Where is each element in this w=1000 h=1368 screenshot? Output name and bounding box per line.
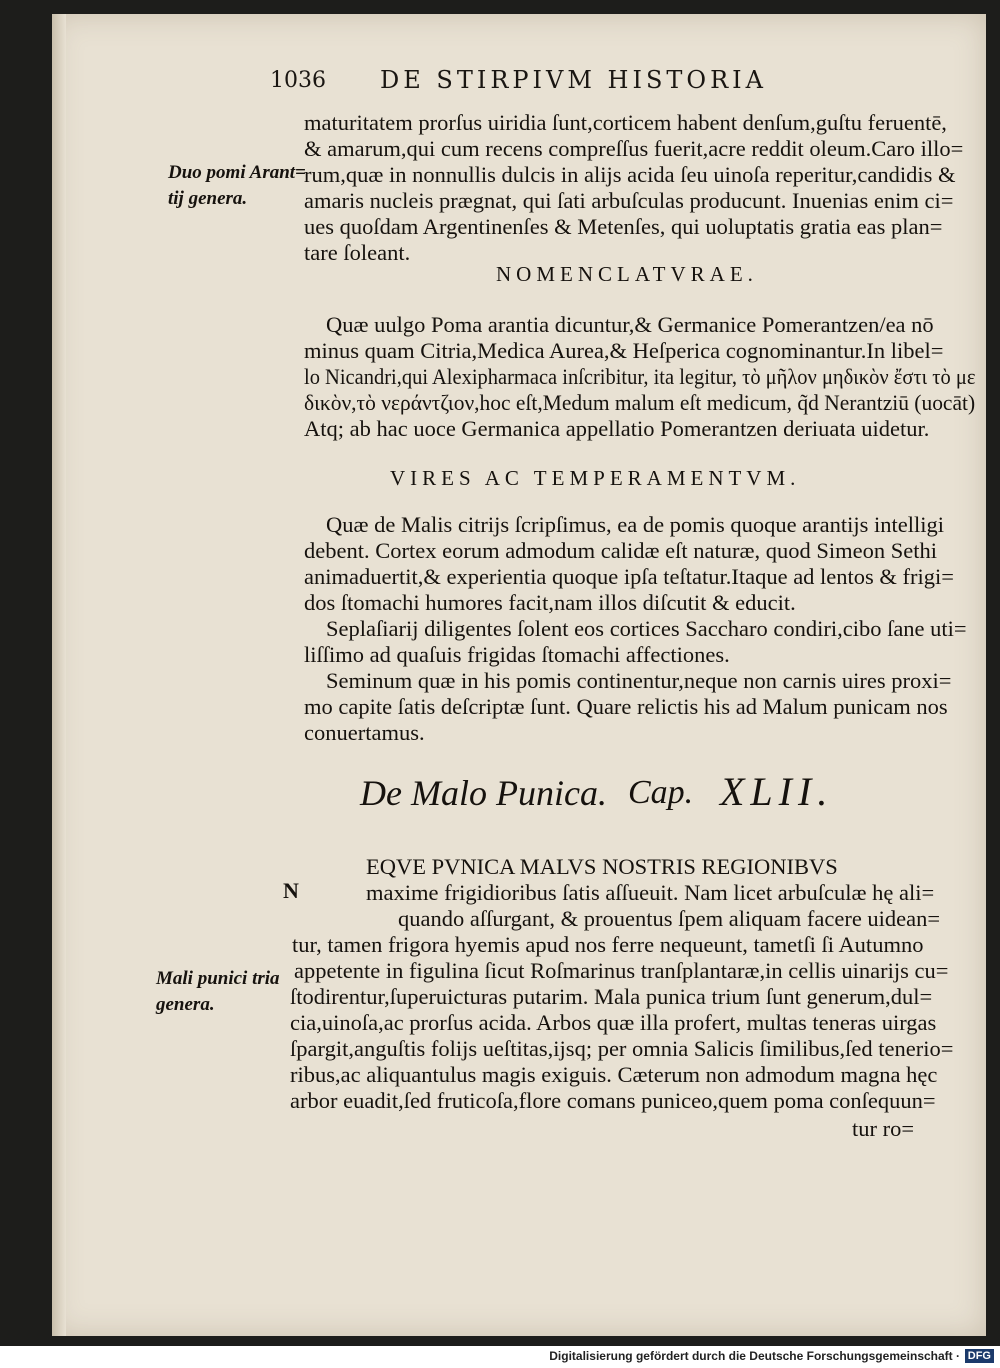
page-number: 1036 xyxy=(270,68,326,93)
text-line: tare ſoleant. xyxy=(304,240,411,265)
margin-note-2-line-1: Mali punici tria xyxy=(156,968,280,989)
text-line: δικὸν,τὸ νεράντζιον,hoc eſt,Medum malum eſt medicum, q̃d Nerantziū (uocāt) xyxy=(304,390,976,415)
text-line: mo capite ſatis deſcriptæ ſunt. Quare relictis his ad Malum punicam nos xyxy=(304,694,948,719)
text-line: Seplaſiarij diligentes ſolent eos cortices Saccharo condiri,cibo ſane uti= xyxy=(326,616,967,641)
text-line: dos ſtomachi humores facit,nam illos diſcutit & educit. xyxy=(304,590,796,615)
margin-note-1-line-1: Duo pomi Arant= xyxy=(168,162,306,183)
text-line: ribus,ac aliquantulus magis exiguis. Cæterum non admodum magna hęc xyxy=(290,1062,938,1087)
text-line: ues quoſdam Argentinenſes & Metenſes, qui uoluptatis gratia eas plan= xyxy=(304,214,943,239)
text-line: lo Nicandri,qui Alexipharmaca inſcribitur, ita legitur, τὸ μῆλον μηδικὸν ἔστι τὸ με xyxy=(304,364,976,389)
section-heading-vires: VIRES AC TEMPERAMENTVM. xyxy=(390,466,801,490)
text-line: arbor euadit,ſed fruticoſa,flore comans puniceo,quem poma conſequun= xyxy=(290,1088,936,1113)
text-line: maturitatem prorſus uiridia ſunt,corticem habent denſum,guſtu feruentē, xyxy=(304,110,947,135)
digitization-footer xyxy=(0,1346,1000,1368)
chapter-title: De Malo Punica. xyxy=(360,773,607,813)
footer-credit: Digitalisierung gefördert durch die Deutsche Forschungsgemeinschaft · xyxy=(549,1349,960,1363)
drop-initial: N xyxy=(283,878,299,903)
chapter-cap-label: Cap. xyxy=(628,774,694,811)
text-line: cia,uinoſa,ac prorſus acida. Arbos quæ illa profert, multas teneras uirgas xyxy=(290,1010,937,1035)
section-heading-nomenclaturae: NOMENCLATVRAE. xyxy=(496,262,758,286)
page-gutter-edge xyxy=(52,14,66,1336)
margin-note-1-line-2: tij genera. xyxy=(168,188,248,209)
text-line: debent. Cortex eorum admodum calidæ eſt naturæ, quod Simeon Sethi xyxy=(304,538,938,563)
text-line: maxime frigidioribus ſatis aſſueuit. Nam licet arbuſculæ hę ali= xyxy=(366,880,935,905)
text-line: Seminum quæ in his pomis continentur,neque non carnis uires proxi= xyxy=(326,668,952,693)
text-line: tur, tamen frigora hyemis apud nos ferre nequeunt, tametſi ſi Autumno xyxy=(292,932,924,957)
text-line: rum,quæ in nonnullis dulcis in alijs acida ſeu uinoſa reperitur,candidis & xyxy=(304,162,956,187)
text-line: quando aſſurgant, & prouentus ſpem aliquam facere uidean= xyxy=(398,906,941,931)
text-line: ſpargit,anguſtis folijs ueſtitas,ijsq; per omnia Salicis ſimilibus,ſed tenerio= xyxy=(290,1036,954,1061)
margin-note-2-line-2: genera. xyxy=(156,994,215,1015)
catchword: tur ro= xyxy=(852,1116,915,1141)
text-line: animaduertit,& experientia quoque ipſa teſtatur.Itaque ad lentos & frigi= xyxy=(304,564,954,589)
text-line: Quæ uulgo Poma arantia dicuntur,& Germanice Pomerantzen/ea nō xyxy=(326,312,934,337)
text-line: ſtodirentur,ſuperuicturas putarim. Mala punica trium ſunt generum,dul= xyxy=(290,984,933,1009)
text-line: Quæ de Malis citrijs ſcripſimus, ea de pomis quoque arantijs intelligi xyxy=(326,512,945,537)
dfg-logo: DFG xyxy=(965,1349,994,1363)
running-title: DE STIRPIVM HISTORIA xyxy=(380,66,767,94)
text-line: conuertamus. xyxy=(304,720,425,745)
text-line: minus quam Citria,Medica Aurea,& Heſperica cognominantur.In libel= xyxy=(304,338,944,363)
text-line: liſſimo ad quaſuis frigidas ſtomachi affectiones. xyxy=(304,642,730,667)
text-line: & amarum,qui cum recens compreſſus fuerit,acre reddit oleum.Caro illo= xyxy=(304,136,964,161)
text-line: appetente in figulina ſicut Roſmarinus tranſplantaræ,in cellis uinarijs cu= xyxy=(294,958,949,983)
chapter-number: XLII. xyxy=(720,769,834,814)
text-line: Atq; ab hac uoce Germanica appellatio Pomerantzen deriuata uidetur. xyxy=(304,416,930,441)
text-line: amaris nucleis prægnat, qui ſati arbuſculas producunt. Inuenias enim ci= xyxy=(304,188,954,213)
text-line: EQVE PVNICA MALVS NOSTRIS REGIONIBVS xyxy=(366,854,838,879)
